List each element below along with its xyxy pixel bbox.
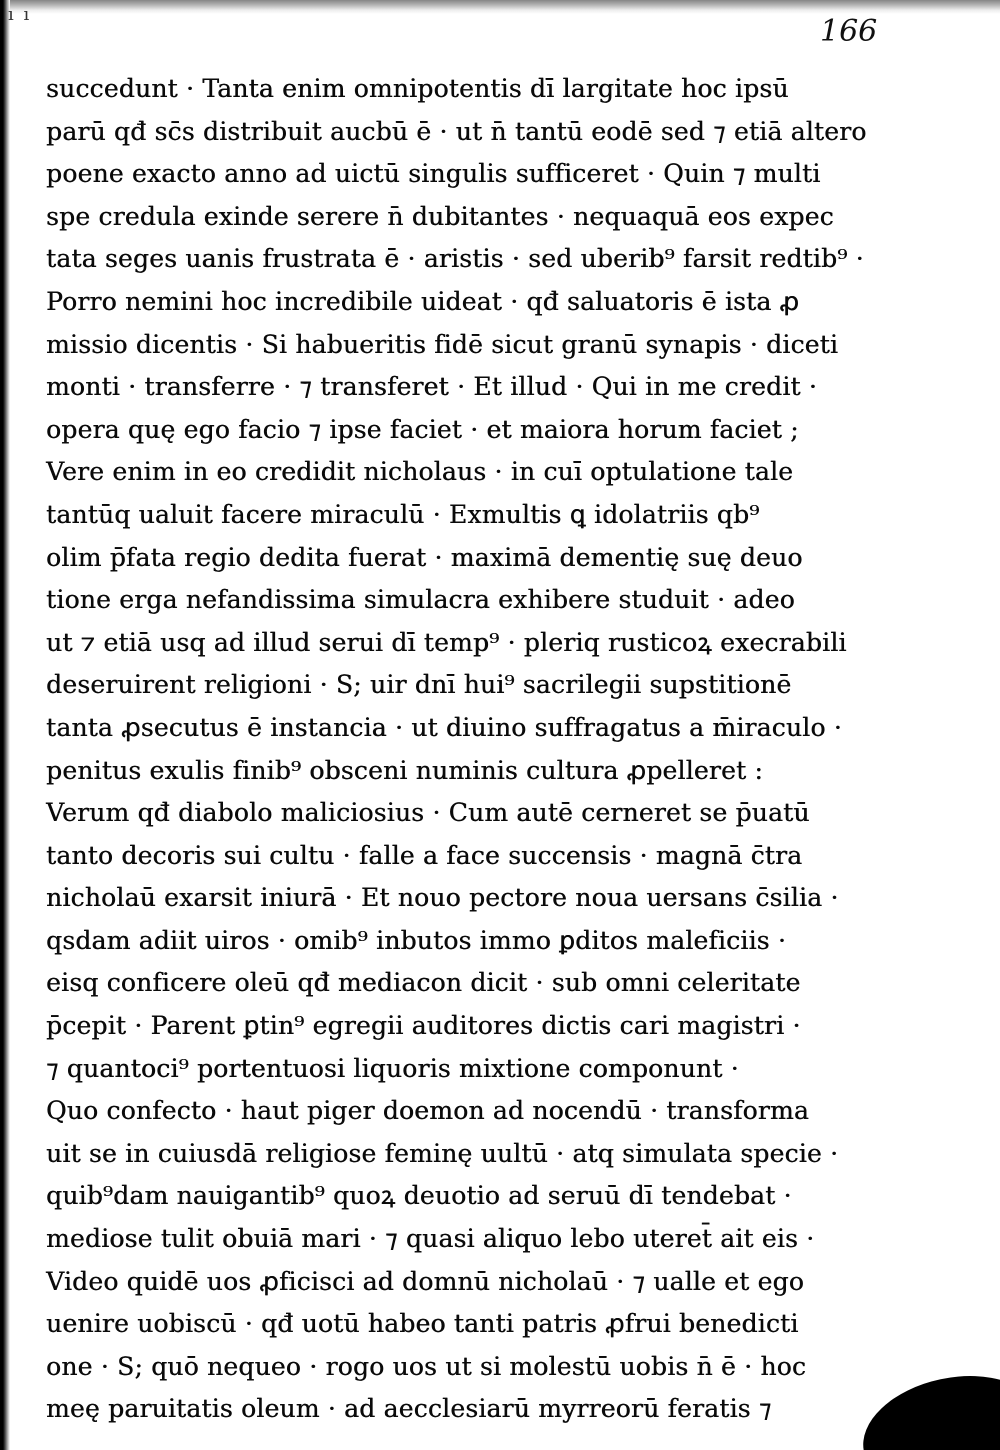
manuscript-text-block — [46, 68, 867, 1431]
text-line: opera quę ego facio ⁊ ipse faciet · et maiora horum faciet ; — [46, 414, 799, 444]
text-line: meę paruitatis oleum · ad aecclesiarū myrreorū feratis ⁊ — [46, 1394, 772, 1424]
text-line: tanto decoris sui cultu · falle a face succensis · magnā c̄tra — [46, 840, 803, 870]
text-line: uenire uobiscū · qđ uotū habeo tanti patris ꝓfrui benedicti — [46, 1309, 799, 1339]
text-line: mediose tulit obuiā mari · ⁊ quasi aliquo lebo uteret̄ ait eis · — [46, 1224, 815, 1254]
text-line: Video quidē uos ꝓficisci ad domnū nicholaū · ⁊ ualle et ego — [46, 1266, 804, 1296]
text-line: tantūq ualuit facere miraculū · Exmultis ꝗ idolatriis qb⁹ — [46, 499, 760, 529]
text-line: deseruirent religioni · S; uir dnī hui⁹ sacrilegii supstitionē — [46, 670, 792, 700]
text-line: qsdam adiit uiros · omib⁹ inbutos immo ꝑditos maleficiis · — [46, 925, 786, 955]
text-line: olim p̄fata regio dedita fuerat · maximā dementię suę deuo — [46, 542, 803, 572]
page-binding-edge — [0, 0, 10, 1450]
text-line: uit se in cuiusdā religiose feminę uultū · atq simulata specie · — [46, 1138, 839, 1168]
text-line: eisq conficere oleū qđ mediacon dicit · sub omni celeritate — [46, 968, 801, 998]
text-line: ut ⁊ etiā usq ad illud serui dī temp⁹ · pleriq rusticoꝝ execrabili — [46, 627, 847, 657]
text-line: Porro nemini hoc incredibile uideat · qđ saluatoris ē ista ꝓ — [46, 286, 800, 316]
text-line: Vere enim in eo credidit nicholaus · in cuī optulatione tale — [46, 457, 794, 487]
text-line: p̄cepit · Parent ꝑtin⁹ egregii auditores dictis cari magistri · — [46, 1011, 801, 1041]
text-line: parū qđ sc̄s distribuit aucbū ē · ut n̄ tantū eodē sed ⁊ etiā altero — [46, 116, 867, 146]
text-line: tione erga nefandissima simulacra exhibere studuit · adeo — [46, 585, 795, 615]
text-line: Verum qđ diabolo maliciosius · Cum autē cerneret se p̄uatū — [46, 798, 810, 828]
text-line: poene exacto anno ad uictū singulis sufficeret · Quin ⁊ multi — [46, 159, 821, 189]
text-line: missio dicentis · Si habueritis fidē sicut granū synapis · diceti — [46, 329, 839, 359]
text-line: tanta ꝓsecutus ē instancia · ut diuino suffragatus a m̄iraculo · — [46, 712, 842, 742]
page-top-edge-shadow — [0, 0, 1000, 14]
text-line: ⁊ quantoci⁹ portentuosi liquoris mixtione componunt · — [46, 1053, 739, 1083]
folio-number: 166 — [820, 14, 878, 49]
text-line: Quo confecto · haut piger doemon ad nocendū · transforma — [46, 1096, 809, 1126]
text-line: succedunt · Tanta enim omnipotentis dī largitate hoc ipsū — [46, 74, 789, 103]
text-line: quib⁹dam nauigantib⁹ quoꝝ deuotio ad seruū dī tendebat · — [46, 1181, 792, 1211]
text-line: spe credula exinde serere n̄ dubitantes · nequaquā eos expec — [46, 201, 834, 231]
text-line: monti · transferre · ⁊ transferet · Et illud · Qui in me credit · — [46, 372, 817, 402]
text-line: nicholaū exarsit iniurā · Et nouo pectore noua uersans c̄silia · — [46, 883, 839, 913]
scan-shadow-blot — [853, 1360, 1000, 1450]
text-line: penitus exulis finib⁹ obsceni numinis cultura ꝓpelleret : — [46, 755, 763, 785]
corner-mark: ı ı — [8, 4, 32, 25]
text-line: tata seges uanis frustrata ē · aristis · sed uberib⁹ farsit redtib⁹ · — [46, 244, 864, 274]
text-line: one · S; quō nequeo · rogo uos ut si molestū uobis n̄ ē · hoc — [46, 1351, 807, 1381]
